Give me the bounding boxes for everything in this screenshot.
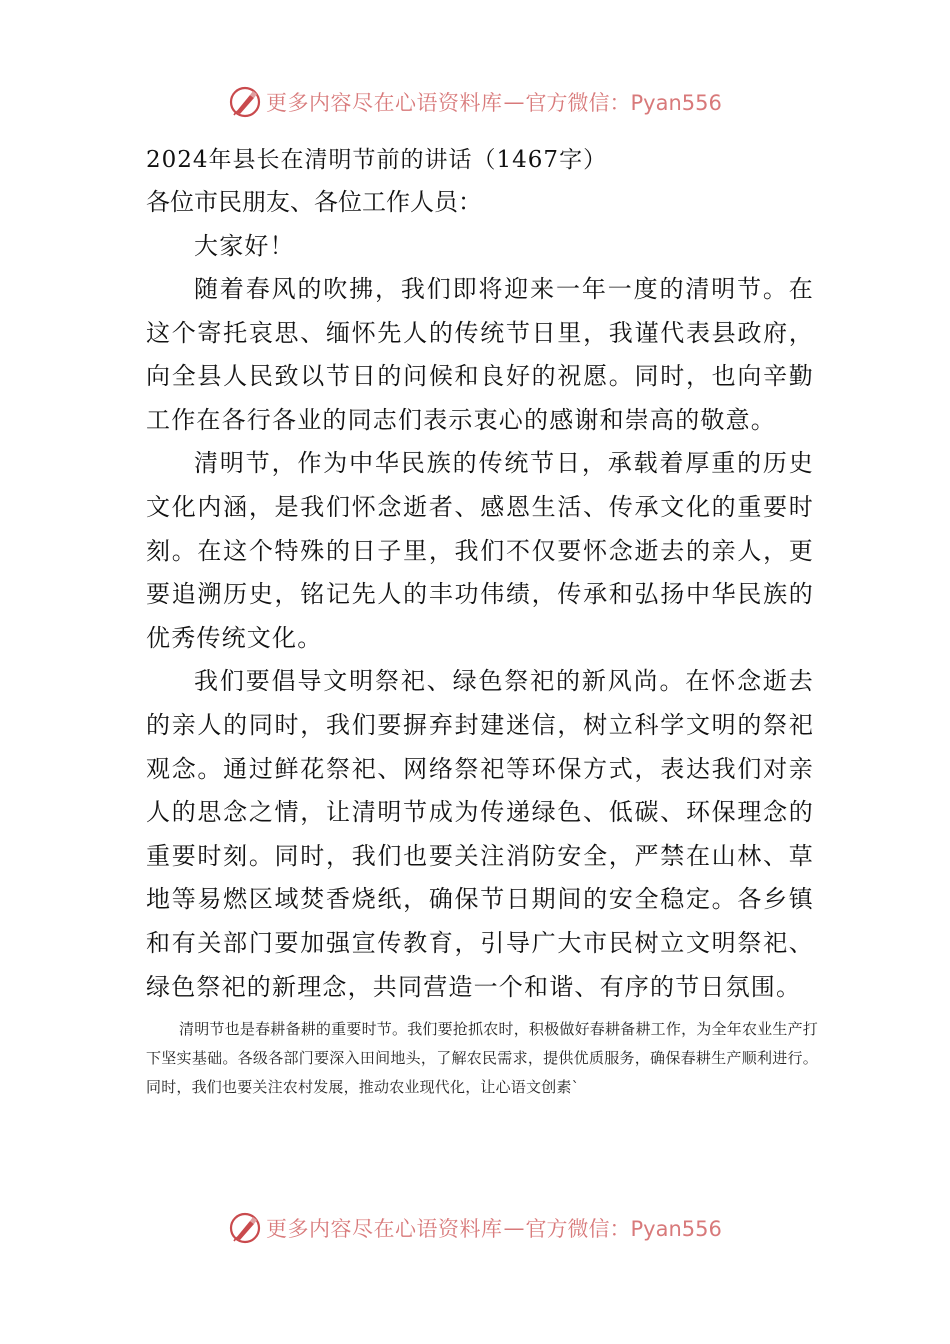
paragraph-2: 清明节，作为中华民族的传统节日，承载着厚重的历史文化内涵，是我们怀念逝者、感恩生活、传承文化的重要时刻。在这个特殊的日子里，我们不仅要怀念逝去的亲人，更要追溯历史，铭记先人的丰功伟绩，传承和弘扬中华民族的优秀传统文化。 [146, 449, 814, 652]
watermark-header [228, 82, 722, 122]
watermark-contact: 官方微信：Pyan556 [525, 1217, 722, 1241]
pen-logo-icon [228, 85, 262, 119]
document-body [146, 140, 818, 1102]
watermark-separator: — [503, 90, 525, 114]
watermark-footer [228, 1208, 722, 1248]
pen-logo-icon [228, 1211, 262, 1245]
paragraph-small: 清明节也是春耕备耕的重要时节。我们要抢抓农时，积极做好春耕备耕工作，为全年农业生产打下坚实基础。各级各部门要深入田间地头，了解农民需求，提供优质服务，确保春耕生产顺利进行。同时，我们也要关注农村发展，推动农业现代化，让心语文创素` [146, 1020, 818, 1097]
paragraph-3: 我们要倡导文明祭祀、绿色祭祀的新风尚。在怀念逝去的亲人的同时，我们要摒弃封建迷信，树立科学文明的祭祀观念。通过鲜花祭祀、网络祭祀等环保方式，表达我们对亲人的思念之情，让清明节成为传递绿色、低碳、环保理念的重要时刻。同时，我们也要关注消防安全，严禁在山林、草地等易燃区域焚香烧纸，确保节日期间的安全稳定。各乡镇和有关部门要加强宣传教育，引导广大市民树立文明祭祀、绿色祭祀的新理念，共同营造一个和谐、有序的节日氛围。 [146, 667, 814, 1001]
greeting: 大家好！ [194, 232, 295, 260]
paragraph-1: 随着春风的吹拂，我们即将迎来一年一度的清明节。在这个寄托哀思、缅怀先人的传统节日里，我谨代表县政府，向全县人民致以节日的问候和良好的祝愿。同时，也向辛勤工作在各行各业的同志们表示衷心的感谢和崇高的敬意。 [146, 275, 814, 434]
watermark-main-text: 更多内容尽在心语资料库 [266, 91, 503, 115]
document-title: 2024年县长在清明节前的讲话（1467字） [146, 147, 608, 173]
watermark-main-text: 更多内容尽在心语资料库 [266, 1217, 503, 1241]
watermark-contact: 官方微信：Pyan556 [525, 91, 722, 115]
salutation: 各位市民朋友、各位工作人员： [146, 188, 482, 216]
watermark-separator: — [503, 1216, 525, 1240]
